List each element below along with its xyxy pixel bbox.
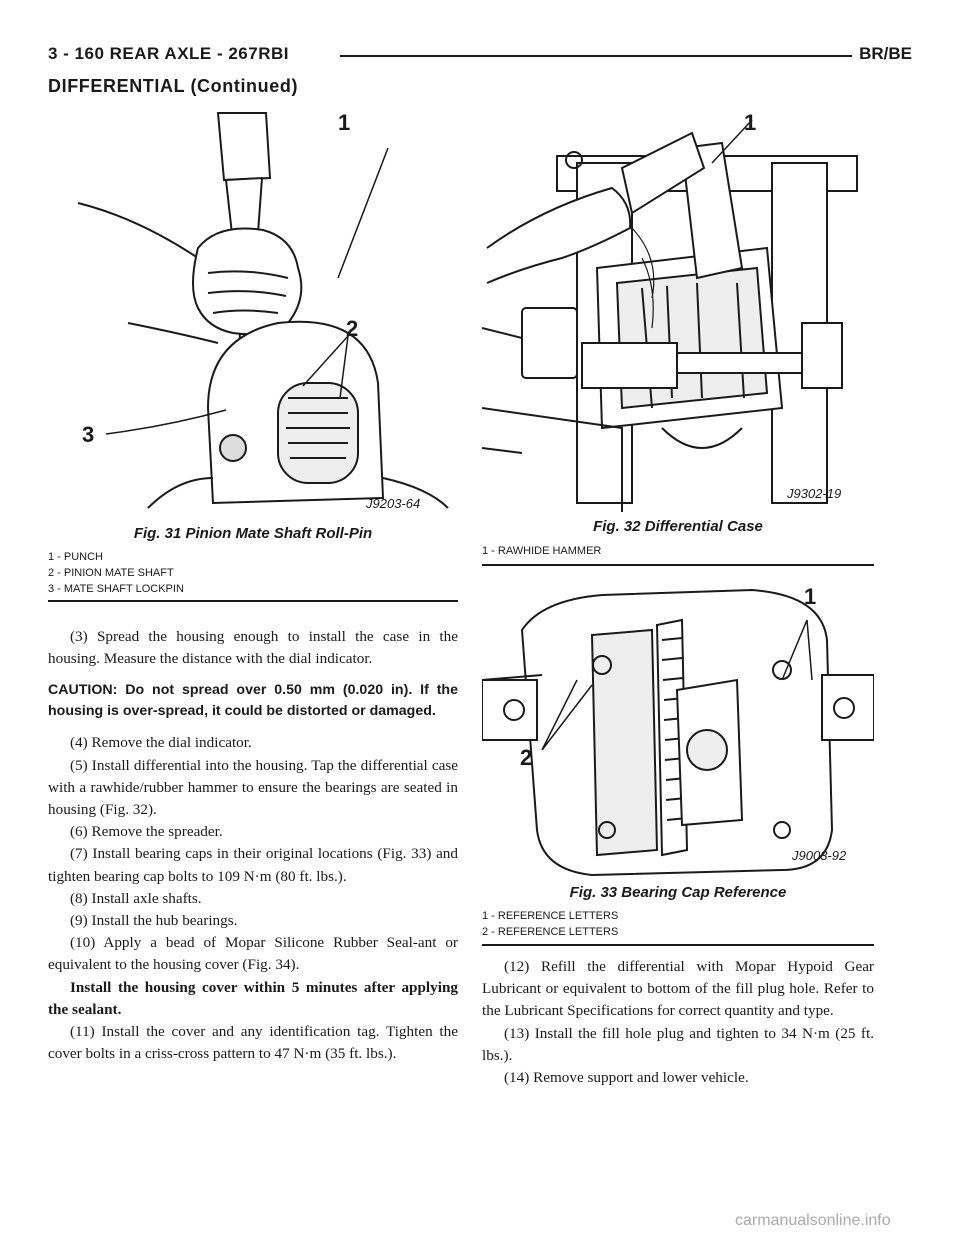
fig32-rule [482, 564, 874, 566]
fig32-legend [482, 543, 601, 559]
callout-2: 2 [346, 316, 359, 341]
callout-2: 2 [520, 745, 533, 770]
step-13: (13) Install the fill hole plug and tighten to 34 N·m (25 ft. lbs.). [482, 1024, 874, 1064]
fig33-caption: Fig. 33 Bearing Cap Reference [569, 884, 787, 901]
header-rule [340, 55, 852, 57]
model-code: BR/BE [859, 44, 912, 63]
callout-1: 1 [744, 110, 757, 135]
fig33-legend [482, 908, 618, 940]
legend-item: 1 - REFERENCE LETTERS [482, 910, 619, 922]
figure-31 [48, 108, 458, 518]
step-6: (6) Remove the spreader. [70, 823, 223, 841]
legend-item: 2 - REFERENCE LETTERS [482, 926, 619, 938]
fig33-rule [482, 944, 874, 946]
fig32-caption: Fig. 32 Differential Case [593, 518, 763, 535]
figure-33 [482, 580, 874, 880]
step-14: (14) Remove support and lower vehicle. [504, 1069, 749, 1087]
legend-item: 1 - PUNCH [48, 551, 104, 563]
step-7: (7) Install bearing caps in their original locations (Fig. 33) and tighten bearing cap bolts to 109 N·m (80 ft. lbs.). [48, 845, 458, 885]
sealant-timing-note: Install the housing cover within 5 minutes after applying the sealant. [48, 978, 458, 1018]
right-column-text [482, 956, 874, 1089]
watermark: carmanualsonline.info [735, 1212, 891, 1229]
page-reference: 3 - 160 REAR AXLE - 267RBI [48, 44, 289, 63]
fig31-part-number: J9203-64 [366, 496, 421, 511]
fig32-part-number: J9302-19 [787, 486, 842, 501]
fig31-legend [48, 549, 184, 597]
differential-case-illustration [482, 108, 874, 512]
step-3: (3) Spread the housing enough to install the case in the housing. Measure the distance with the dial indicator. [48, 628, 458, 668]
pinion-mate-shaft-illustration [48, 108, 458, 518]
left-column-text [48, 626, 458, 1065]
step-10: (10) Apply a bead of Mopar Silicone Rubber Seal-ant or equivalent to the housing cover (Fig. 34). [48, 934, 458, 974]
fig33-part-number: J9003-92 [792, 848, 847, 863]
caution-note: CAUTION: Do not spread over 0.50 mm (0.020 in). If the housing is over-spread, it could be distorted or damaged. [48, 682, 458, 720]
step-8: (8) Install axle shafts. [70, 889, 202, 907]
bearing-cap-illustration [482, 580, 874, 880]
callout-1: 1 [804, 584, 817, 609]
callout-3: 3 [82, 422, 95, 447]
step-5: (5) Install differential into the housing. Tap the differential case with a rawhide/rubber hammer to ensure the bearings are seated in housing (Fig. 32). [48, 756, 458, 819]
step-4: (4) Remove the dial indicator. [70, 734, 252, 752]
step-11: (11) Install the cover and any identification tag. Tighten the cover bolts in a criss-cross pattern to 47 N·m (35 ft. lbs.). [48, 1023, 458, 1063]
step-9: (9) Install the hub bearings. [70, 912, 238, 930]
legend-item: 2 - PINION MATE SHAFT [48, 567, 174, 579]
callout-1: 1 [338, 110, 351, 135]
step-12: (12) Refill the differential with Mopar Hypoid Gear Lubricant or equivalent to bottom of the fill plug hole. Refer to the Lubricant Specifications for correct quantity and type. [482, 958, 874, 1020]
fig31-rule [48, 600, 458, 602]
figure-32 [482, 108, 874, 512]
fig31-caption: Fig. 31 Pinion Mate Shaft Roll-Pin [133, 525, 373, 542]
legend-item: 3 - MATE SHAFT LOCKPIN [48, 583, 184, 595]
legend-item: 1 - RAWHIDE HAMMER [482, 545, 602, 557]
section-title: DIFFERENTIAL (Continued) [48, 76, 299, 96]
